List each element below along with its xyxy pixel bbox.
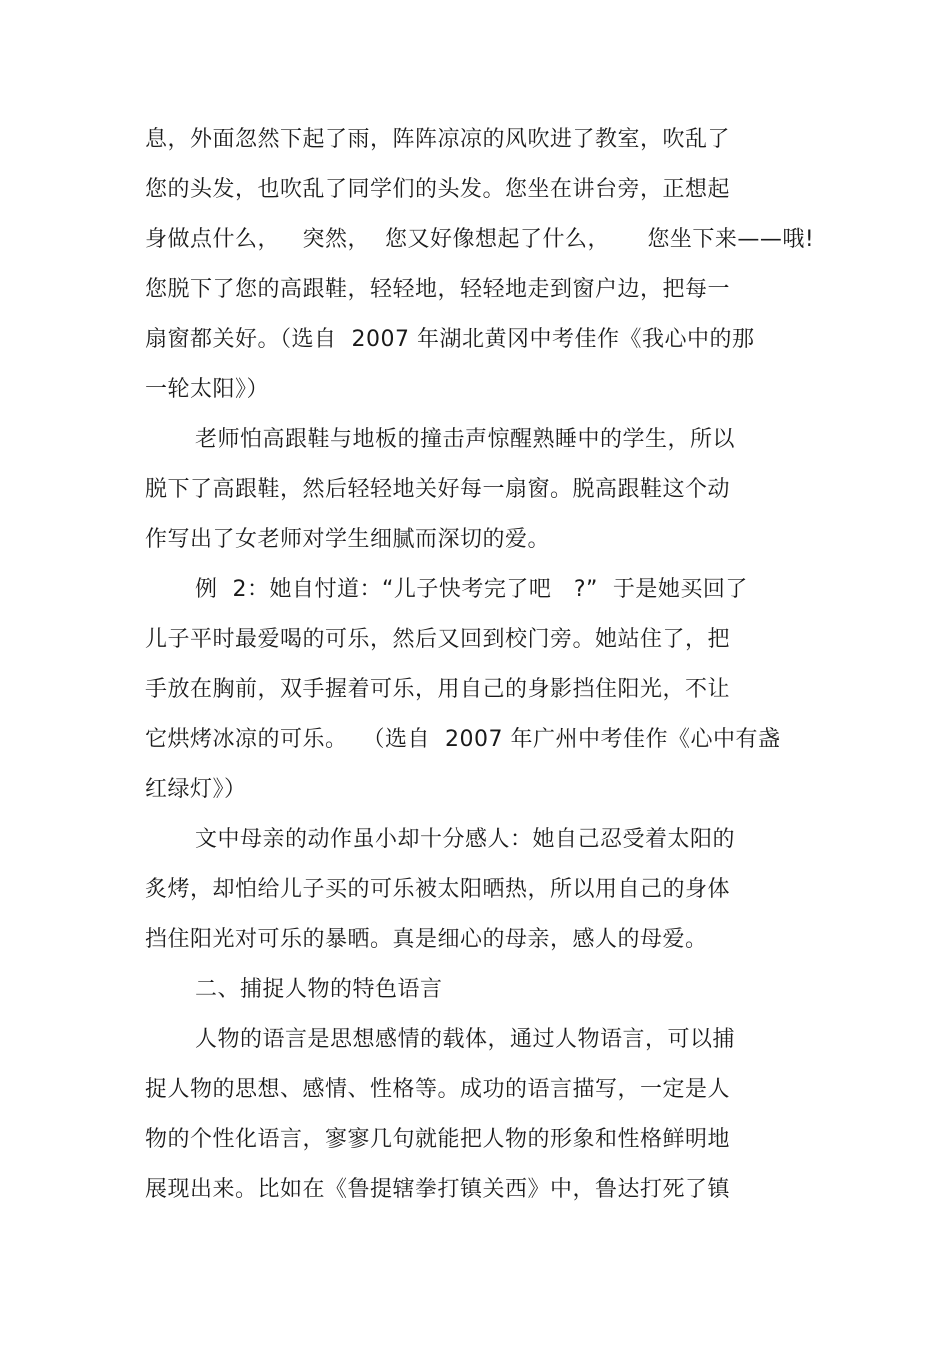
text-line: 身做点什么， 突然， 您又好像想起了什么， 您坐下来——哦! — [145, 227, 815, 252]
text-line: 文中母亲的动作虽小却十分感人：她自己忍受着太阳的 — [195, 827, 736, 852]
text-line: 二、捕捉人物的特色语言 — [195, 977, 443, 1002]
text-line: 它烘烤冰凉的可乐。 （选自 2007 年广州中考佳作《心中有盏 — [145, 727, 781, 752]
text-line: 例 2：她自忖道：“儿子快考完了吧 ?” 于是她买回了 — [195, 577, 748, 602]
text-line: 红绿灯》） — [145, 777, 247, 802]
text-line: 挡住阳光对可乐的暴晒。真是细心的母亲，感人的母爱。 — [145, 927, 708, 952]
text-line: 老师怕高跟鞋与地板的撞击声惊醒熟睡中的学生，所以 — [195, 427, 736, 452]
text-line: 一轮太阳》） — [145, 377, 270, 402]
text-line: 作写出了女老师对学生细腻而深切的爱。 — [145, 527, 551, 552]
text-line: 物的个性化语言，寥寥几句就能把人物的形象和性格鲜明地 — [145, 1127, 731, 1152]
body-text — [145, 115, 815, 1215]
text-line: 儿子平时最爱喝的可乐，然后又回到校门旁。她站住了，把 — [145, 627, 731, 652]
text-line: 您的头发，也吹乱了同学们的头发。您坐在讲台旁，正想起 — [145, 177, 731, 202]
text-line: 手放在胸前，双手握着可乐，用自己的身影挡住阳光，不让 — [145, 677, 731, 702]
text-line: 息，外面忽然下起了雨，阵阵凉凉的风吹进了教室，吹乱了 — [145, 127, 731, 152]
text-line: 捉人物的思想、感情、性格等。成功的语言描写，一定是人 — [145, 1077, 731, 1102]
text-line: 人物的语言是思想感情的载体，通过人物语言，可以捕 — [195, 1027, 736, 1052]
text-line: 扇窗都关好。（选自 2007 年湖北黄冈中考佳作《我心中的那 — [145, 327, 755, 352]
text-line: 展现出来。比如在《鲁提辖拳打镇关西》中，鲁达打死了镇 — [145, 1177, 731, 1202]
text-line: 脱下了高跟鞋，然后轻轻地关好每一扇窗。脱高跟鞋这个动 — [145, 477, 731, 502]
text-line: 炙烤，却怕给儿子买的可乐被太阳晒热，所以用自己的身体 — [145, 877, 731, 902]
text-line: 您脱下了您的高跟鞋，轻轻地，轻轻地走到窗户边，把每一 — [145, 277, 731, 302]
